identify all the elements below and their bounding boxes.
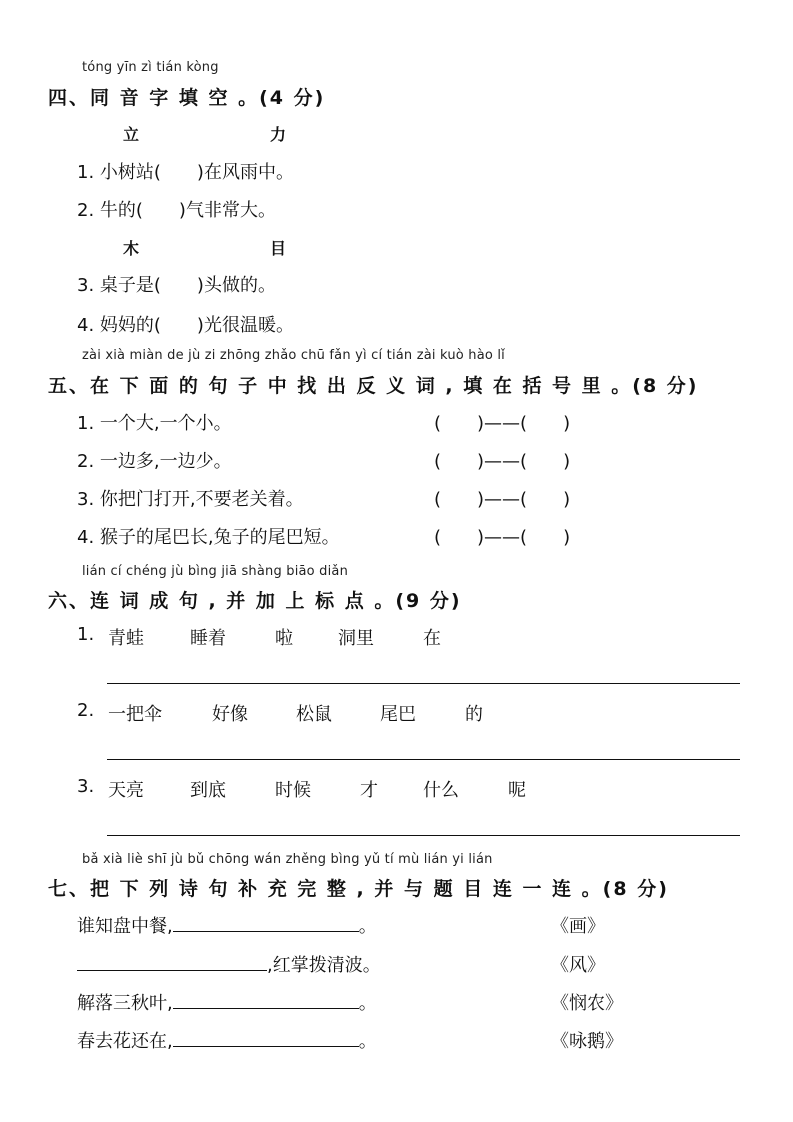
section6-row3-word-4: 才 <box>360 780 378 801</box>
poem-line-3-after: 。 <box>358 993 377 1014</box>
poem-line-1-blank[interactable] <box>173 913 359 932</box>
poem-line-3-blank[interactable] <box>173 990 359 1009</box>
section5-item-1: 1. 一个大,一个小。 <box>77 413 232 434</box>
section6-row1-word-2: 睡着 <box>190 628 226 649</box>
poem-title-1[interactable]: 《画》 <box>551 916 605 937</box>
section6-answer-line-3[interactable] <box>107 835 740 836</box>
poem-title-4[interactable]: 《咏鹅》 <box>551 1031 623 1052</box>
section6-row3-word-3: 时候 <box>275 780 311 801</box>
section6-row2-word-5: 的 <box>465 704 483 725</box>
section5-pinyin: zài xià miàn de jù zi zhōng zhǎo chū fǎn yì cí tián zài kuò hào lǐ <box>82 348 505 363</box>
section5-item-2: 2. 一边多,一边少。 <box>77 451 232 472</box>
section4-char-mu1: 木 <box>123 239 140 258</box>
section5-answer-1[interactable]: ( )——( ) <box>434 413 571 434</box>
section6-row3-word-2: 到底 <box>190 780 226 801</box>
section4-item-2: 2. 牛的( )气非常大。 <box>77 200 276 221</box>
section6-row3-word-6: 呢 <box>508 780 526 801</box>
section6-pinyin: lián cí chéng jù bìng jiā shàng biāo diǎn <box>82 564 349 579</box>
section6-row3-num: 3. <box>77 776 95 797</box>
section5-item-3: 3. 你把门打开,不要老关着。 <box>77 489 304 510</box>
poem-line-1-after: 。 <box>358 916 377 937</box>
section6-row1-word-4: 洞里 <box>338 628 374 649</box>
section6-row1-word-3: 啦 <box>275 628 293 649</box>
poem-line-4-blank[interactable] <box>173 1028 359 1047</box>
section6-row3-word-5: 什么 <box>423 780 459 801</box>
poem-line-4-after: 。 <box>358 1031 377 1052</box>
section6-row2-word-2: 好像 <box>212 704 248 725</box>
poem-line-1-before: 谁知盘中餐, <box>77 916 173 937</box>
section5-heading: 五、在 下 面 的 句 子 中 找 出 反 义 词 , 填 在 括 号 里 。(8 分) <box>48 375 699 397</box>
section6-row1-num: 1. <box>77 624 95 645</box>
poem-title-3[interactable]: 《悯农》 <box>551 993 623 1014</box>
poem-line-1 <box>77 912 377 938</box>
section5-item-4: 4. 猴子的尾巴长,兔子的尾巴短。 <box>77 527 340 548</box>
poem-line-3 <box>77 989 377 1015</box>
section7-heading: 七、把 下 列 诗 句 补 充 完 整 , 并 与 题 目 连 一 连 。(8 分) <box>48 878 669 900</box>
section4-item-4: 4. 妈妈的( )光很温暖。 <box>77 315 294 336</box>
poem-line-2-after: ,红掌拨清波。 <box>267 955 381 976</box>
section6-answer-line-2[interactable] <box>107 759 740 760</box>
section7-pinyin: bǎ xià liè shī jù bǔ chōng wán zhěng bìng yǔ tí mù lián yi lián <box>82 852 493 867</box>
section5-answer-4[interactable]: ( )——( ) <box>434 527 571 548</box>
poem-line-4-before: 春去花还在, <box>77 1031 173 1052</box>
section6-row3-word-1: 天亮 <box>108 780 144 801</box>
section4-heading: 四、同 音 字 填 空 。(4 分) <box>48 87 326 109</box>
section6-heading: 六、连 词 成 句 , 并 加 上 标 点 。(9 分) <box>48 590 462 612</box>
section6-row2-num: 2. <box>77 700 95 721</box>
section4-char-mu2: 目 <box>270 239 287 258</box>
section4-pinyin: tóng yīn zì tián kòng <box>82 60 219 75</box>
section6-answer-line-1[interactable] <box>107 683 740 684</box>
section4-item-1: 1. 小树站( )在风雨中。 <box>77 162 294 183</box>
section6-row2-word-4: 尾巴 <box>380 704 416 725</box>
poem-line-3-before: 解落三秋叶, <box>77 993 173 1014</box>
section4-char-li1: 立 <box>123 125 140 144</box>
section5-answer-3[interactable]: ( )——( ) <box>434 489 571 510</box>
section4-char-li2: 力 <box>270 125 287 144</box>
poem-line-2-blank[interactable] <box>77 952 267 971</box>
section6-row2-word-3: 松鼠 <box>296 704 332 725</box>
section4-item-3: 3. 桌子是( )头做的。 <box>77 275 276 296</box>
section6-row1-word-1: 青蛙 <box>108 628 144 649</box>
poem-line-2 <box>77 951 381 977</box>
poem-line-4 <box>77 1027 377 1053</box>
section6-row1-word-5: 在 <box>423 628 441 649</box>
poem-title-2[interactable]: 《风》 <box>551 955 605 976</box>
section6-row2-word-1: 一把伞 <box>108 704 162 725</box>
section5-answer-2[interactable]: ( )——( ) <box>434 451 571 472</box>
